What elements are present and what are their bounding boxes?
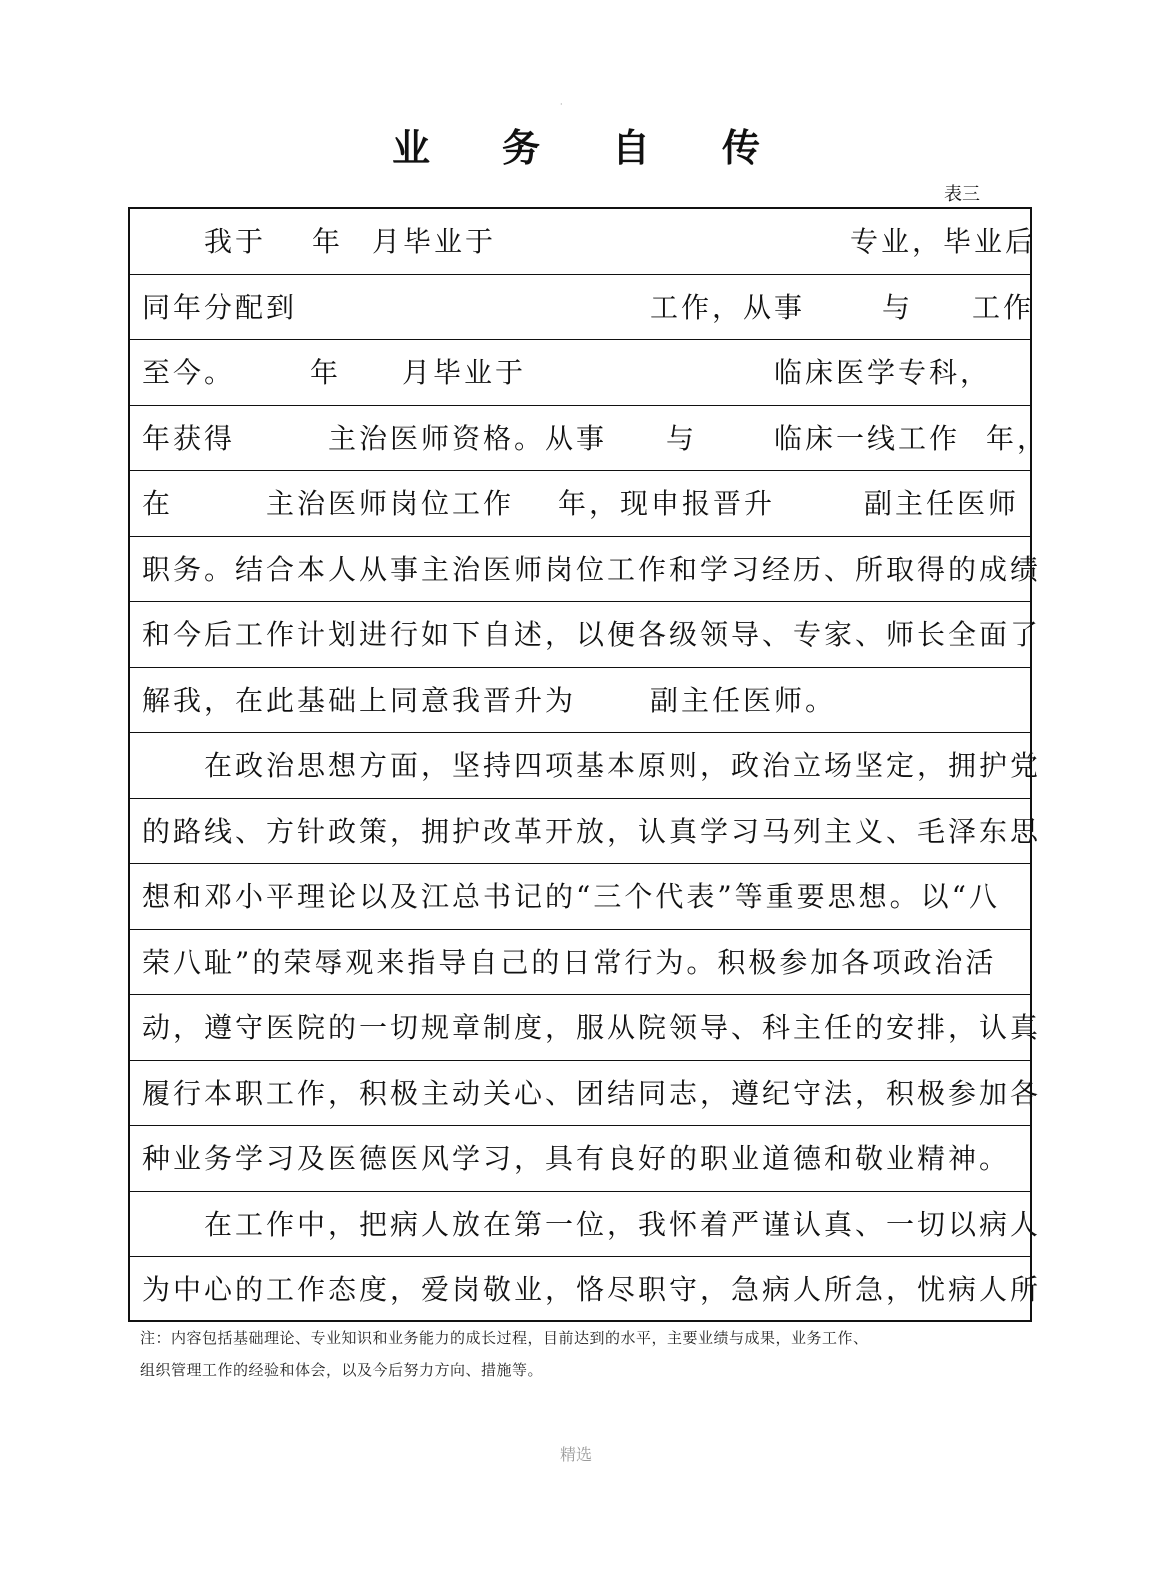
line-text: 副主任医师 [864,487,1020,520]
line-text: 年 [310,356,342,389]
page-dot: · [560,100,563,109]
line-text: 副主任医师。 [650,683,837,717]
form-line [130,1192,1042,1258]
line-text: 年 [312,225,344,258]
line-text: 在 [142,487,174,520]
form-line [130,406,1049,472]
line-text: 职务。结合本人从事主治医师岗位工作和学习经历、所取得的成绩 [142,552,1042,586]
line-text: 解我，在此基础上同意我晋升为 [142,683,577,717]
page-footer: 精选 [559,1445,592,1464]
form-line [130,1061,1042,1127]
line-text: 月毕业于 [372,225,497,258]
line-text: 在工作中，把病人放在第一位，我怀着严谨认真、一切以病人 [204,1207,1042,1241]
form-line [130,471,1030,537]
form-line [130,340,1030,406]
form-line [130,864,1030,930]
line-text: 和今后工作计划进行如下自述，以便各级领导、专家、师长全面了 [142,618,1042,651]
line-text: 年， [986,421,1049,455]
form-line [130,209,1037,275]
form-line [130,733,1042,799]
line-text: 动，遵守医院的一切规章制度，服从院领导、科主任的安排，认真 [142,1011,1042,1044]
autobiography-form [128,207,1049,1322]
line-text: 为中心的工作态度，爱岗敬业，恪尽职守，急病人所急，忧病人所 [142,1273,1042,1306]
line-text: 荣八耻”的荣辱观来指导自己的日常行为。积极参加各项政治活 [142,945,997,979]
line-text: 与 [666,421,698,455]
line-text: 同年分配到 [142,290,298,324]
line-text: 月毕业于 [402,356,527,389]
line-text: 主治医师资格。从事 [328,421,608,455]
line-text: 我于 [204,225,267,258]
form-line [130,602,1042,668]
form-line [130,668,1030,734]
line-text: 年，现申报晋升 [558,487,776,520]
document-title: 业务自传 [391,125,832,170]
line-text: 主治医师岗位工作 [266,487,515,520]
line-text: 临床医学专科， [774,356,992,389]
form-line [130,1257,1042,1323]
form-line [130,537,1042,603]
form-note: 组织管理工作的经验和体会，以及今后努力方向、措施等。 [140,1361,544,1379]
line-text: 工作，从事 [650,290,806,324]
form-note: 注：内容包括基础理论、专业知识和业务能力的成长过程，目前达到的水平，主要业绩与成果，业务工作、 [140,1329,869,1347]
line-text: 临床一线工作 [774,421,961,455]
line-text: 在政治思想方面，坚持四项基本原则，政治立场坚定，拥护党 [204,749,1042,782]
line-text: 专业，毕业后 [850,225,1037,258]
form-line [130,799,1042,865]
form-number: 表三 [944,184,980,205]
form-line [130,1126,1030,1192]
line-text: 与 [882,290,914,324]
line-text: 年获得 [142,421,236,455]
line-text: 至今。 [142,356,236,389]
line-text: 种业务学习及医德医风学习，具有良好的职业道德和敬业精神。 [142,1142,1011,1175]
form-line [130,995,1042,1061]
line-text: 履行本职工作，积极主动关心、团结同志，遵纪守法，积极参加各 [142,1076,1042,1110]
line-text: 的路线、方针政策，拥护改革开放，认真学习马列主义、毛泽东思 [142,814,1042,848]
line-text: 工作 [972,290,1035,324]
form-line [130,275,1035,341]
form-line [130,930,1030,996]
line-text: 想和邓小平理论以及江总书记的“三个代表”等重要思想。以“八 [142,880,1000,913]
